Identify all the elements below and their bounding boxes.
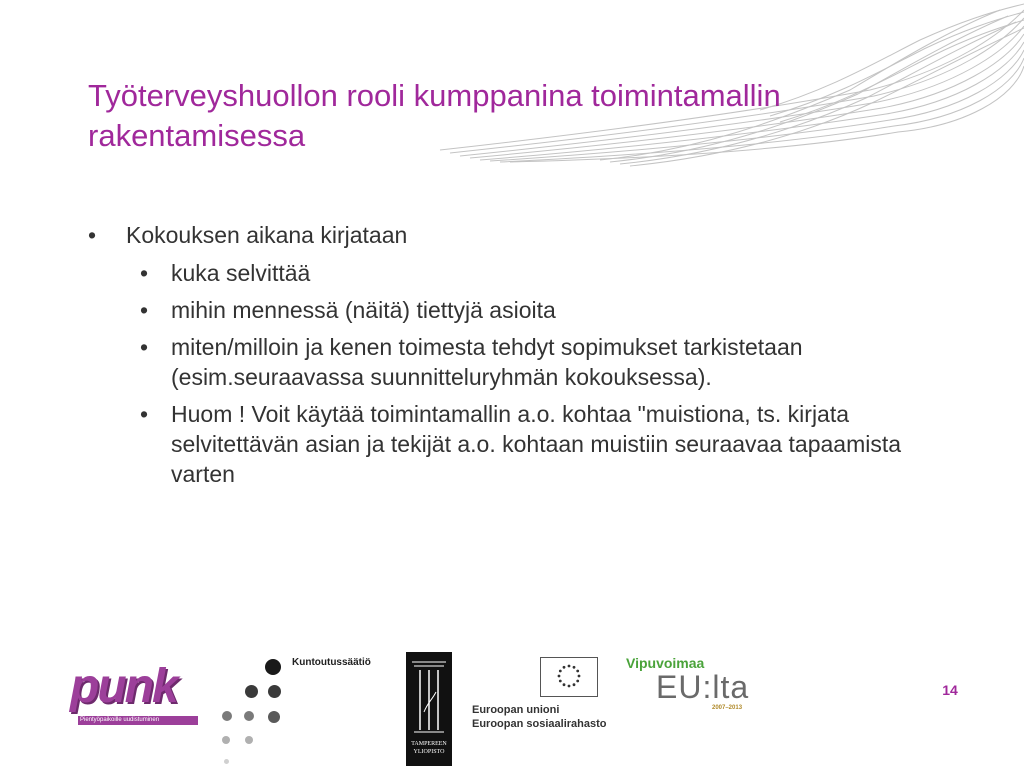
bullet-text: Kokouksen aikana kirjataan: [126, 222, 408, 248]
vipuvoimaa-logo: [624, 655, 764, 717]
sub-bullet-item: [88, 332, 951, 392]
sub-bullet-text: Huom ! Voit käytää toimintamallin a.o. kohtaa "muistiona, ts. kirjata selvitettävän asian ja tekijät a.o. kohtaan muistiin seuraavaa tapaamista varten: [171, 401, 902, 487]
logo-dot: [224, 759, 229, 764]
tampere-university-logo: [406, 652, 452, 766]
eu-social-fund-logo: [468, 655, 608, 735]
logo-dot: [245, 685, 258, 698]
vipuvoimaa-title: Vipuvoimaa: [626, 655, 705, 671]
tampere-name-line2: YLIOPISTO: [413, 749, 445, 755]
sub-bullet-text: kuka selvittää: [171, 260, 311, 286]
logo-dot: [265, 659, 281, 675]
eu-flag-icon: [540, 657, 598, 697]
logo-dot: [222, 711, 232, 721]
eu-text-line1: Euroopan unioni: [472, 704, 560, 716]
logo-dot: [244, 711, 254, 721]
tampere-name-line1: TAMPEREEN: [411, 741, 447, 747]
page-number: 14: [942, 682, 958, 698]
bullet-list: [88, 220, 968, 496]
bullet-item: [88, 220, 968, 250]
sub-bullet-text: mihin mennessä (näitä) tiettyjä asioita: [171, 297, 556, 323]
logo-dot: [222, 736, 230, 744]
logo-dot: [268, 685, 281, 698]
bullet-marker: •: [140, 297, 149, 323]
eu-text-line2: Euroopan sosiaalirahasto: [472, 718, 607, 730]
kuntoutussaatio-name: Kuntoutussäätiö: [292, 657, 371, 668]
bullet-marker: •: [140, 260, 149, 286]
sub-bullet-item: [88, 399, 951, 489]
column-icon: [406, 652, 452, 738]
eu-text: [472, 703, 606, 731]
slide-title: Työterveyshuollon rooli kumppanina toimintamallin rakentamisessa: [88, 78, 781, 153]
sub-bullet-text: miten/milloin ja kenen toimesta tehdyt sopimukset tarkistetaan (esim.seuraavassa suunnitteluryhmän kokouksessa).: [171, 334, 803, 390]
logo-dot: [245, 736, 253, 744]
punk-logo-word: punk: [70, 660, 177, 713]
bullet-marker: •: [140, 401, 149, 427]
vipuvoimaa-years: 2007–2013: [712, 705, 743, 711]
kuntoutussaatio-logo: [216, 655, 376, 768]
punk-logo-tagline: Pientyöpaikoille uudistuminen: [78, 716, 198, 725]
sub-bullet-list: [88, 258, 968, 489]
tampere-university-name: [406, 740, 452, 756]
sub-bullet-item: [88, 258, 951, 288]
sub-bullet-item: [88, 295, 951, 325]
bullet-marker: •: [88, 222, 97, 248]
bullet-marker: •: [140, 334, 149, 360]
vipuvoimaa-main: EU:lta: [656, 669, 750, 705]
logo-dot: [268, 711, 280, 723]
punk-logo: [66, 660, 196, 730]
